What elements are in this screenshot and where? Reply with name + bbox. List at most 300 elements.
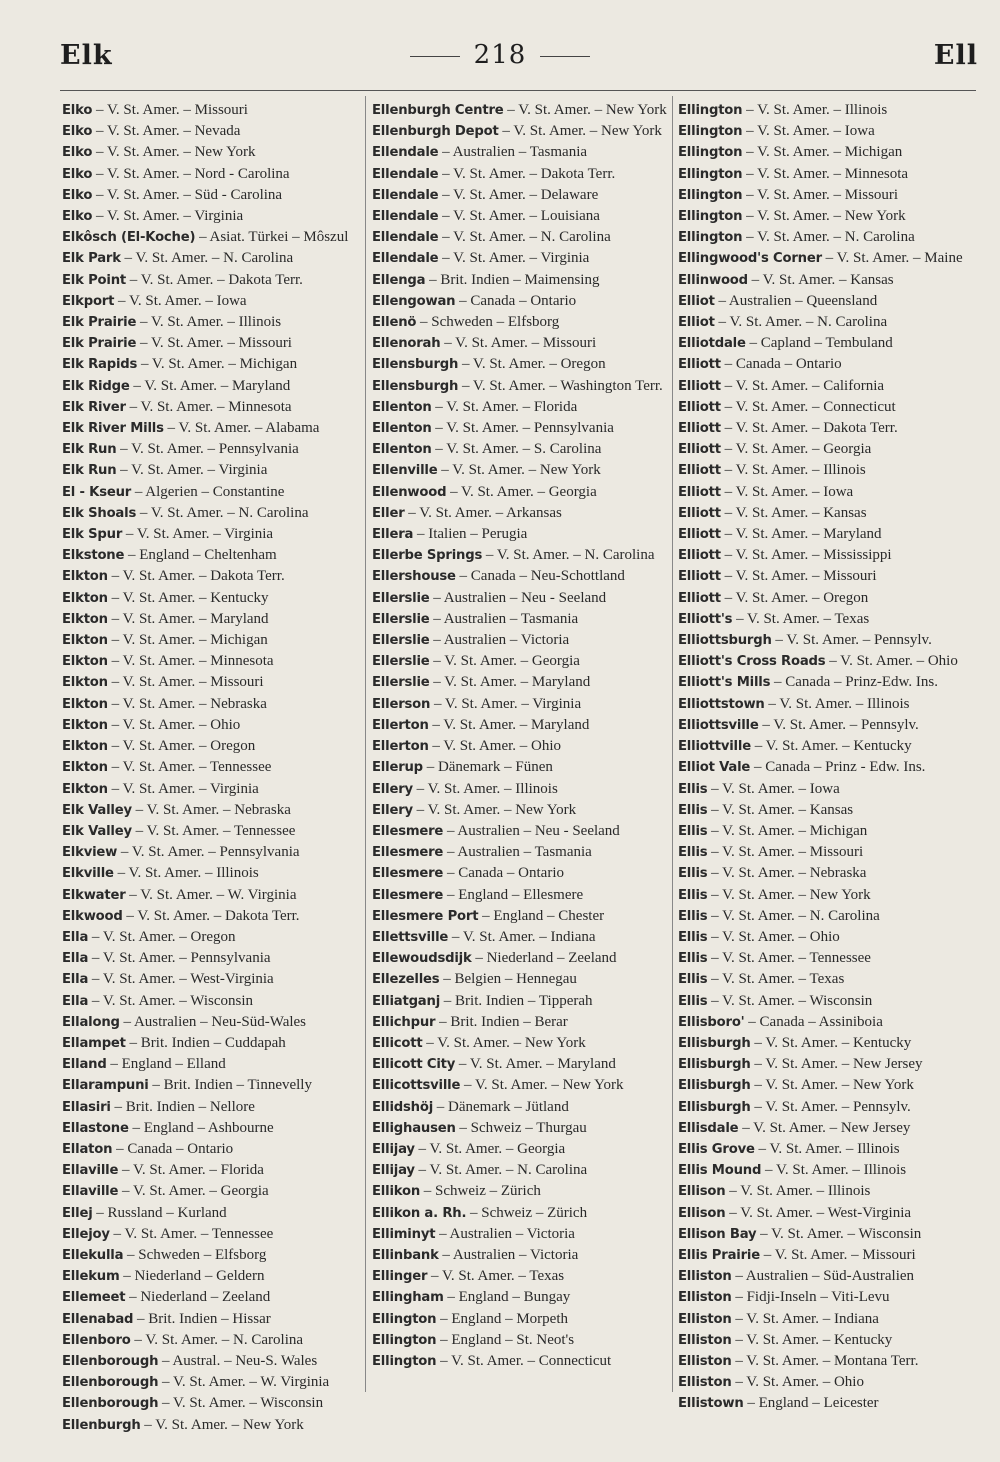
entry: [372, 121, 670, 142]
entry-place-name: Elk Valley: [62, 823, 132, 839]
entry-location: – V. St. Amer. – Florida: [122, 1162, 264, 1179]
entry-location: – V. St. Amer. – Georgia: [122, 1183, 269, 1200]
entry: [62, 1033, 362, 1054]
entry-place-name: Elkport: [62, 293, 115, 309]
entry-place-name: Ellenorah: [372, 336, 441, 352]
entry-location: – Australien – Neu - Seeland: [446, 822, 620, 839]
entry-place-name: Eller: [372, 505, 405, 521]
entry-location: – V. St. Amer. – Connecticut: [440, 1352, 612, 1369]
entry-place-name: Ella: [62, 929, 89, 945]
entry: [62, 588, 362, 609]
entry: [62, 524, 362, 545]
entry-location: – V. St. Amer. – New Jersey: [754, 1056, 923, 1073]
entry-location: – Fidji-Inseln – Viti-Levu: [735, 1289, 890, 1306]
entry-place-name: Elliston: [678, 1290, 732, 1306]
column-2: [372, 100, 670, 1372]
entry-location: – Schweiz – Zürich: [470, 1204, 588, 1221]
entry: [372, 842, 670, 863]
entry-place-name: Ellerson: [372, 696, 431, 712]
entry: [678, 1245, 978, 1266]
entry-location: – V. St. Amer. – New York: [144, 1416, 304, 1433]
entry-location: – V. St. Amer. – Wisconsin: [162, 1395, 324, 1412]
entry: [372, 227, 670, 248]
entry-place-name: Ellaville: [62, 1184, 119, 1200]
entry: [678, 991, 978, 1012]
entry: [678, 1309, 978, 1330]
entry-location: – V. St. Amer. – Ohio: [829, 653, 958, 670]
entry-location: – V. St. Amer. – Minnesota: [111, 653, 274, 670]
entry-place-name: Elliot: [678, 315, 715, 331]
entry: [372, 1160, 670, 1181]
entry: [678, 1203, 978, 1224]
entry-place-name: Ellastone: [62, 1120, 129, 1136]
entry: [62, 969, 362, 990]
entry: [62, 757, 362, 778]
entry: [372, 291, 670, 312]
entry: [62, 1309, 362, 1330]
entry-place-name: Ellis: [678, 802, 708, 818]
entry-place-name: Elliott's Cross Roads: [678, 654, 826, 670]
entry-place-name: Elliott: [678, 463, 721, 479]
entry-place-name: Ellenboro: [62, 1332, 131, 1348]
entry-location: – V. St. Amer. – West-Virginia: [729, 1204, 912, 1221]
entry-place-name: Elkwater: [62, 887, 126, 903]
entry-location: – V. St. Amer. – Kansas: [724, 504, 867, 521]
entry: [372, 397, 670, 418]
entry-place-name: Ellis: [678, 845, 708, 861]
entry-location: – Canada – Neu-Schottland: [459, 568, 625, 585]
entry: [62, 1097, 362, 1118]
entry: [372, 1266, 670, 1287]
entry-location: – Belgien – Hennegau: [443, 971, 577, 988]
entry: [678, 651, 978, 672]
entry-place-name: Ellis: [678, 823, 708, 839]
entry: [62, 927, 362, 948]
entry: [62, 779, 362, 800]
entry-location: – V. St. Amer. – Mississippi: [724, 547, 892, 564]
entry-place-name: Elliminyt: [372, 1226, 436, 1242]
entry-location: – V. St. Amer. – N. Carolina: [711, 907, 880, 924]
entry-place-name: Ellinwood: [678, 272, 748, 288]
entry-place-name: Ellenburgh: [62, 1417, 141, 1433]
entry: [372, 482, 670, 503]
entry-location: – V. St. Amer. – Michigan: [140, 356, 298, 373]
entry-place-name: Ella: [62, 993, 89, 1009]
entry-location: – V. St. Amer. – West-Virginia: [91, 971, 274, 988]
entry-place-name: Elliott: [678, 357, 721, 373]
entry-location: – V. St. Amer. – New York: [426, 1034, 586, 1051]
entry-place-name: Ellenton: [372, 399, 432, 415]
entry: [372, 1118, 670, 1139]
entry-location: – Schweiz – Zürich: [423, 1183, 541, 1200]
entry-place-name: Ellenburgh Depot: [372, 124, 499, 140]
entry-place-name: Ellerslie: [372, 675, 430, 691]
entry: [372, 185, 670, 206]
entry-place-name: Ellenwood: [372, 484, 447, 500]
entry-location: – V. St. Amer. – Oregon: [91, 928, 236, 945]
entry-place-name: Ellewoudsdijk: [372, 951, 472, 967]
entry: [678, 779, 978, 800]
entry-place-name: Elliotdale: [678, 336, 746, 352]
entry: [678, 1075, 978, 1096]
entry-location: – V. St. Amer. – Missouri: [111, 674, 264, 691]
entry-location: – V. St. Amer. – Illinois: [729, 1183, 871, 1200]
entry: [372, 609, 670, 630]
entry: [678, 672, 978, 693]
entry-place-name: Elliottsburgh: [678, 633, 772, 649]
entry: [372, 312, 670, 333]
entry: [678, 1033, 978, 1054]
entry: [62, 439, 362, 460]
entry-place-name: Elk Prairie: [62, 336, 137, 352]
entry: [678, 969, 978, 990]
entry-place-name: Ellarampuni: [62, 1078, 149, 1094]
entry-location: – England – Ellesmere: [446, 886, 584, 903]
entry-place-name: Ellendale: [372, 166, 439, 182]
entry: [372, 566, 670, 587]
entry-location: – V. St. Amer. – Minnesota: [129, 398, 292, 415]
entry-place-name: Ellichpur: [372, 1014, 436, 1030]
entry-location: – V. St. Amer. – Oregon: [111, 738, 256, 755]
entry-location: – Australien – Victoria: [439, 1225, 575, 1242]
entry-location: – Canada – Prinz-Edw. Ins.: [774, 674, 938, 691]
entry-place-name: Ellejoy: [62, 1226, 110, 1242]
entry-place-name: Ellendale: [372, 230, 439, 246]
entry-place-name: Elkton: [62, 675, 108, 691]
entry-location: – V. St. Amer. – Illinois: [746, 102, 888, 118]
entry-location: – V. St. Amer. – Illinois: [768, 695, 910, 712]
entry-location: – Russland – Kurland: [96, 1204, 227, 1221]
entry: [678, 376, 978, 397]
entry-place-name: Ellerslie: [372, 633, 430, 649]
entry: [678, 1054, 978, 1075]
entry-location: – Brit. Indien – Cuddapah: [129, 1034, 286, 1051]
entry-location: – Brit. Indien – Nellore: [114, 1098, 255, 1115]
entry-place-name: Elliottstown: [678, 696, 765, 712]
entry-place-name: Ellenton: [372, 442, 432, 458]
entry-place-name: Elliott: [678, 399, 721, 415]
entry: [372, 757, 670, 778]
entry-location: – V. St. Amer. – Missouri: [711, 844, 864, 861]
entry-place-name: Ellesmere: [372, 845, 444, 861]
entry: [372, 991, 670, 1012]
entry: [678, 1224, 978, 1245]
entry-location: – V. St. Amer. – Virginia: [120, 462, 268, 479]
entry-location: – V. St. Amer. – Iowa: [711, 780, 840, 797]
entry-place-name: Ellis Grove: [678, 1141, 755, 1157]
entry-place-name: Ellenville: [372, 463, 438, 479]
entry: [678, 927, 978, 948]
entry-location: – V. St. Amer. – New York: [463, 1077, 624, 1094]
entry-place-name: Ellensburgh: [372, 378, 459, 394]
entry-location: – V. St. Amer. – Delaware: [442, 186, 599, 203]
entry: [62, 906, 362, 927]
entry-location: – V. St. Amer. – Wisconsin: [711, 992, 873, 1009]
entry: [62, 736, 362, 757]
entry-place-name: Ellenborough: [62, 1375, 159, 1391]
entry-place-name: Ellington: [678, 124, 743, 140]
entry-place-name: Ellisdale: [678, 1120, 739, 1136]
entry-location: – V. St. Amer. – New York: [754, 1077, 914, 1094]
entry: [372, 779, 670, 800]
entry: [62, 185, 362, 206]
entry-location: – V. St. Amer. – Missouri: [763, 1246, 916, 1263]
entry-location: – V. St. Amer. – Illinois: [140, 314, 282, 331]
entry-location: – V. St. Amer. – Missouri: [95, 102, 248, 118]
entry-location: – V. St. Amer. – N. Carolina: [485, 547, 655, 564]
entry: [678, 248, 978, 269]
entry-location: – V. St. Amer. – Maryland: [458, 1056, 616, 1073]
entry-location: – Canada – Ontario: [459, 292, 577, 309]
entry-location: – V. St. Amer. – Missouri: [140, 335, 292, 352]
entry-place-name: Elk Ridge: [62, 378, 130, 394]
entry: [678, 885, 978, 906]
entry-place-name: Elliston: [678, 1375, 732, 1391]
entry-place-name: Elliott's: [678, 611, 733, 627]
entry-place-name: Ellicottsville: [372, 1078, 461, 1094]
entry: [678, 164, 978, 185]
entry-place-name: Ellery: [372, 802, 413, 818]
entry-place-name: Ellis: [678, 781, 708, 797]
entry-place-name: Ellicott: [372, 1035, 423, 1051]
entry-place-name: Elliottville: [678, 739, 751, 755]
entry-location: – V. St. Amer. – Washington Terr.: [461, 377, 663, 394]
entry-location: – Brit. Indien – Berar: [439, 1013, 568, 1030]
entry-place-name: Elkview: [62, 845, 118, 861]
entry-location: – V. St. Amer. – N. Carolina: [718, 314, 888, 331]
entry-place-name: Ellesmere: [372, 887, 444, 903]
entry-place-name: Ellington: [678, 145, 743, 161]
entry-location: – Canada – Assiniboia: [748, 1013, 883, 1030]
entry-place-name: Ellison: [678, 1205, 726, 1221]
entry: [62, 842, 362, 863]
header-dash-right: [540, 56, 590, 57]
entry: [678, 821, 978, 842]
entry: [678, 227, 978, 248]
entry-place-name: Ellisburgh: [678, 1035, 751, 1051]
entry-place-name: Elkville: [62, 866, 114, 882]
entry-location: – Capland – Tembuland: [749, 335, 893, 352]
entry: [62, 460, 362, 481]
entry-location: – V. St. Amer. – Iowa: [746, 123, 875, 140]
entry-place-name: Ellesmere: [372, 823, 444, 839]
entry: [372, 418, 670, 439]
entry-place-name: Elliston: [678, 1353, 732, 1369]
entry: [678, 1266, 978, 1287]
entry: [372, 948, 670, 969]
entry-location: – Schweiz – Thurgau: [459, 1119, 587, 1136]
entry-location: – V. St. Amer. – Pennsylvania: [120, 441, 299, 458]
entry: [372, 1351, 670, 1372]
entry-place-name: Elko: [62, 166, 93, 182]
entry-location: – V. St. Amer. – New York: [416, 801, 577, 818]
entry-place-name: Elliot: [678, 293, 715, 309]
entry-location: – V. St. Amer. – Nevada: [95, 123, 241, 140]
entry-place-name: Elliott: [678, 442, 721, 458]
entry-place-name: Elkton: [62, 569, 108, 585]
entry-location: – Dänemark – Jütland: [436, 1098, 569, 1115]
entry-place-name: Ellerbe Springs: [372, 548, 483, 564]
entry: [62, 630, 362, 651]
entry: [62, 248, 362, 269]
entry: [62, 270, 362, 291]
entry-place-name: Elk Park: [62, 251, 121, 267]
entry-place-name: Ellis: [678, 993, 708, 1009]
entry: [62, 397, 362, 418]
entry: [678, 715, 978, 736]
entry-place-name: Elliott: [678, 484, 721, 500]
entry-location: – V. St. Amer. – N. Carolina: [139, 504, 309, 521]
entry: [678, 1330, 978, 1351]
entry: [372, 1224, 670, 1245]
entry: [372, 1012, 670, 1033]
entry: [62, 503, 362, 524]
entry-place-name: Ellerslie: [372, 654, 430, 670]
entry-place-name: Ellikon: [372, 1184, 421, 1200]
entry-place-name: Ellington: [678, 166, 743, 182]
entry-place-name: Ellighausen: [372, 1120, 456, 1136]
entry-location: – V. St. Amer. – Montana Terr.: [735, 1352, 919, 1369]
entry: [678, 482, 978, 503]
entry-location: – V. St. Amer. – N. Carolina: [418, 1162, 588, 1179]
entry-place-name: Elliston: [678, 1311, 732, 1327]
entry-location: – V. St. Amer. – Georgia: [433, 653, 580, 670]
entry: [678, 460, 978, 481]
entry-place-name: Ellingham: [372, 1290, 444, 1306]
entry-location: – V. St. Amer. – Georgia: [418, 1140, 566, 1157]
entry-place-name: Ella: [62, 951, 89, 967]
entry-place-name: Ellistown: [678, 1396, 744, 1412]
entry: [678, 1181, 978, 1202]
entry-place-name: Ellaville: [62, 1163, 119, 1179]
entry-location: – V. St. Amer. – W. Virginia: [129, 886, 297, 903]
entry-location: – V. St. Amer. – Dakota Terr.: [111, 568, 285, 585]
entry-location: – V. St. Amer. – Maryland: [133, 377, 291, 394]
entry-place-name: Ellengowan: [372, 293, 456, 309]
column-3: [678, 100, 978, 1415]
entry: [62, 1393, 362, 1414]
entry-place-name: Ellinger: [372, 1269, 428, 1285]
entry-place-name: Ellisburgh: [678, 1057, 751, 1073]
entry-place-name: Elk Prairie: [62, 315, 137, 331]
entry-place-name: Ellezelles: [372, 972, 440, 988]
entry-location: – V. St. Amer. – N. Carolina: [134, 1331, 304, 1348]
header-rule: [60, 90, 976, 91]
entry-location: – Dänemark – Fünen: [426, 759, 553, 776]
entry-place-name: Ellington: [372, 1353, 437, 1369]
entry-place-name: Ellis: [678, 972, 708, 988]
entry-location: – V. St. Amer. – Maryland: [433, 674, 591, 691]
entry: [62, 1160, 362, 1181]
entry-place-name: Ella: [62, 972, 89, 988]
entry-location: – V. St. Amer. – Minnesota: [746, 165, 909, 182]
entry: [62, 1012, 362, 1033]
entry-location: – V. St. Amer. – Illinois: [758, 1140, 900, 1157]
entry: [372, 376, 670, 397]
entry: [62, 121, 362, 142]
entry: [678, 630, 978, 651]
entry: [62, 1139, 362, 1160]
entry-place-name: Ellampet: [62, 1035, 126, 1051]
entry-location: – V. St. Amer. – Oregon: [461, 356, 606, 373]
entry: [678, 1012, 978, 1033]
entry: [678, 270, 978, 291]
entry-location: – V. St. Amer. – Maine: [825, 250, 963, 267]
entry: [62, 291, 362, 312]
entry-place-name: Elkton: [62, 654, 108, 670]
entry-place-name: Ellington: [678, 230, 743, 246]
entry: [678, 800, 978, 821]
entry: [372, 1097, 670, 1118]
entry: [372, 1075, 670, 1096]
entry-place-name: Ellenborough: [62, 1396, 159, 1412]
entry-location: – Italien – Perugia: [416, 526, 528, 543]
entry-location: – V. St. Amer. – Tennessee: [111, 759, 272, 776]
entry: [372, 524, 670, 545]
entry: [678, 142, 978, 163]
entry-location: – V. St. Amer. – New York: [441, 462, 601, 479]
entry-location: – V. St. Amer. – Pennsylvania: [120, 844, 300, 861]
entry-location: – V. St. Amer. – Michigan: [111, 632, 268, 649]
entry-place-name: Ellington: [372, 1311, 437, 1327]
entry-place-name: Ellekulla: [62, 1247, 124, 1263]
entry: [62, 376, 362, 397]
entry-location: – Niederland – Zeeland: [129, 1289, 271, 1306]
entry: [678, 206, 978, 227]
entry-location: – V. St. Amer. – Ohio: [711, 928, 840, 945]
entry-location: – Schweden – Elfsborg: [127, 1246, 267, 1263]
entry-place-name: Elk River: [62, 399, 126, 415]
entry: [62, 227, 362, 248]
entry: [678, 609, 978, 630]
entry-location: – V. St. Amer. – Illinois: [117, 865, 259, 882]
entry-location: – V. St. Amer. – New York: [502, 123, 662, 140]
entry-location: – England – Cheltenham: [128, 547, 277, 564]
page-number: 218: [473, 40, 527, 70]
entry-location: – Canada – Ontario: [116, 1140, 234, 1157]
entry-place-name: Ellijay: [372, 1141, 415, 1157]
entry: [62, 1245, 362, 1266]
entry-place-name: Ellinbank: [372, 1247, 439, 1263]
entry-location: – V. St. Amer. – Iowa: [117, 292, 247, 309]
entry-place-name: Elkton: [62, 739, 108, 755]
entry: [372, 354, 670, 375]
entry: [678, 566, 978, 587]
entry-place-name: Ellington: [678, 209, 743, 225]
entry: [372, 1033, 670, 1054]
entry-location: – V. St. Amer. – Oregon: [724, 589, 869, 606]
entry-place-name: Elliottsville: [678, 717, 759, 733]
entry-place-name: Elliott: [678, 548, 721, 564]
entry-location: – V. St. Amer. – N. Carolina: [746, 229, 915, 246]
entry-location: – V. St. Amer. – Tennessee: [711, 950, 871, 967]
page-number-row: [0, 40, 1000, 70]
entry-location: – V. St. Amer. – Pennsylvania: [435, 420, 614, 437]
entry: [678, 948, 978, 969]
entry-location: – Australien – Tasmania: [442, 144, 588, 161]
entry-location: – Schweden – Elfsborg: [420, 314, 560, 331]
entry-place-name: Ellekum: [62, 1269, 120, 1285]
entry-place-name: Ellenburgh Centre: [372, 103, 504, 118]
entry: [372, 1054, 670, 1075]
entry: [62, 821, 362, 842]
entry-location: – V. St. Amer. – N. Carolina: [442, 229, 611, 246]
entry-location: – V. St. Amer. – New Jersey: [742, 1119, 911, 1136]
entry: [372, 694, 670, 715]
entry: [62, 333, 362, 354]
entry: [372, 248, 670, 269]
entry-location: – V. St. Amer. – Michigan: [711, 822, 868, 839]
